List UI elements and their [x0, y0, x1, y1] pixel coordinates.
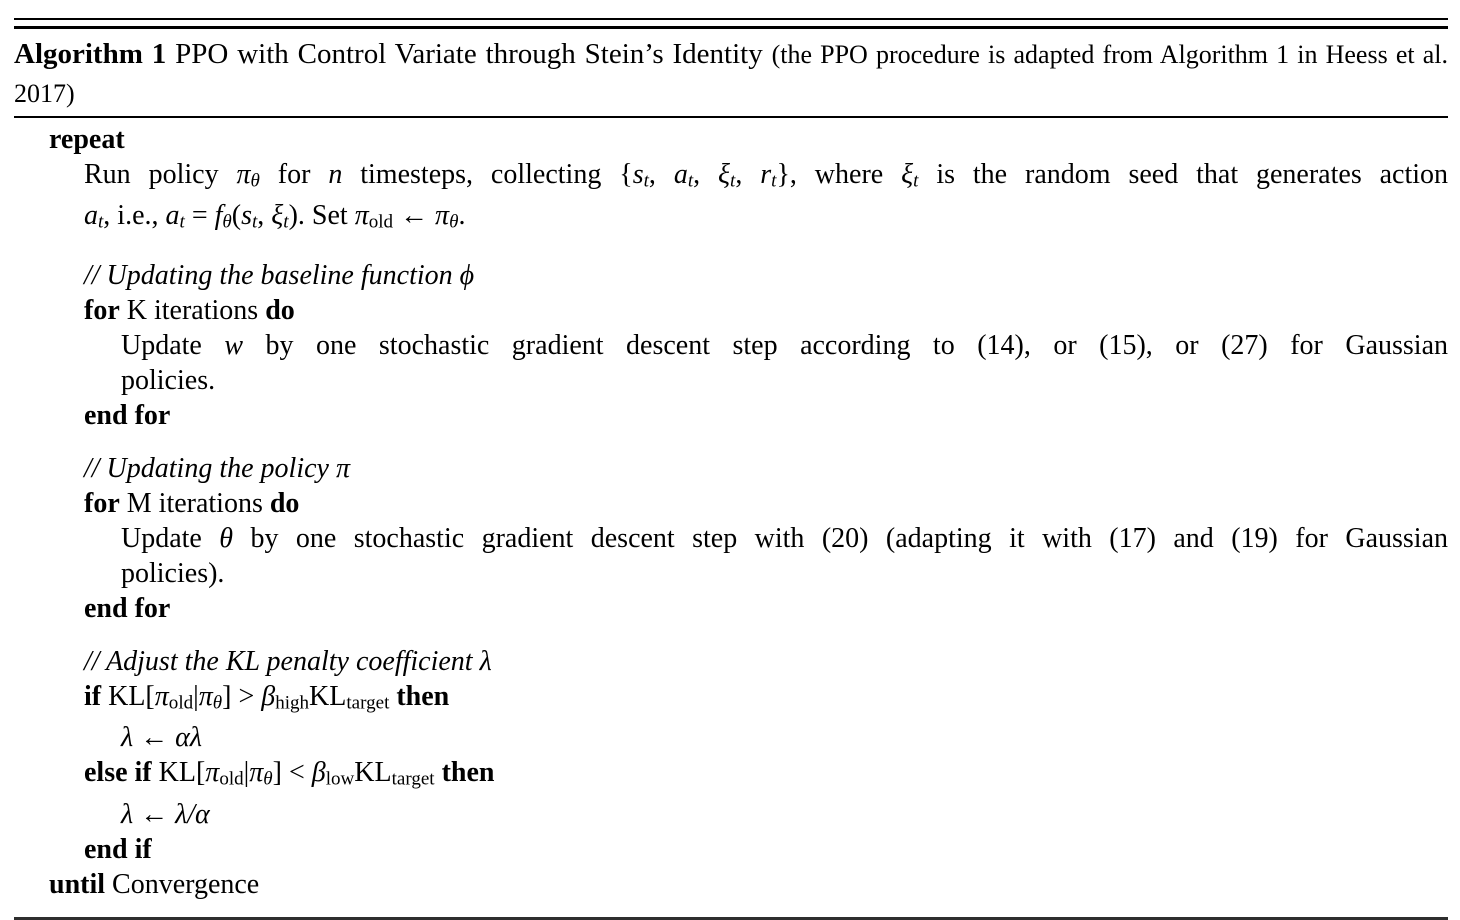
- text-run: ,: [257, 200, 272, 232]
- algorithm-caption: [14, 29, 1448, 116]
- text-run: by one stochastic gradient descent step with (20) (adapting it with (17) and (19) for Gaussian: [233, 522, 1448, 554]
- keyword: end if: [84, 833, 152, 865]
- text-run: π: [236, 159, 251, 190]
- text-run: s: [632, 159, 644, 190]
- algorithm-line-4: [14, 258, 1448, 293]
- text-run: π: [205, 757, 220, 789]
- keyword: do: [269, 487, 300, 519]
- text-run: π: [154, 680, 169, 712]
- algorithm-label: Algorithm 1: [14, 38, 167, 70]
- text-run: π: [435, 200, 450, 232]
- text-run: KL[: [101, 680, 155, 712]
- keyword: for: [84, 487, 120, 519]
- algorithm-line-8: [14, 398, 1448, 433]
- text-run: θ: [222, 211, 232, 233]
- text-run: policies).: [121, 557, 225, 589]
- algorithm-title: PPO with Control Variate through Stein’s Identity: [175, 38, 763, 70]
- text-run: ). Set: [288, 200, 355, 232]
- text-run: t: [283, 211, 289, 233]
- text-run: π: [354, 200, 369, 232]
- algorithm-line-14: [14, 644, 1448, 679]
- text-run: is the random seed that generates action: [918, 159, 1449, 190]
- text-run: target: [346, 692, 390, 714]
- text-run: w: [224, 329, 244, 361]
- text-run: t: [98, 211, 104, 233]
- text-run: ,: [693, 159, 719, 190]
- keyword: if: [84, 680, 102, 712]
- algorithm-line-18: [14, 797, 1448, 832]
- text-run: M iterations: [119, 487, 270, 519]
- text-run: .: [458, 200, 466, 232]
- text-run: ←: [393, 200, 436, 232]
- text-run: θ: [263, 768, 273, 790]
- text-run: t: [730, 170, 736, 192]
- text-run: ←: [133, 798, 176, 830]
- keyword: then: [441, 757, 495, 789]
- algorithm-line-9: [14, 451, 1448, 486]
- algorithm-line-12: [14, 556, 1448, 591]
- text-run: , i.e.,: [103, 200, 166, 232]
- text-run: ] >: [222, 680, 262, 712]
- algorithm-line-15: [14, 679, 1448, 720]
- text-run: |: [243, 757, 250, 789]
- text-run: t: [771, 170, 777, 192]
- keyword: repeat: [49, 124, 125, 155]
- algorithm-line-7: [14, 363, 1448, 398]
- keyword: do: [265, 294, 295, 326]
- text-run: KL[: [151, 757, 206, 789]
- text-run: Update: [121, 329, 225, 361]
- text-run: f: [214, 200, 223, 232]
- algorithm-line-6: [14, 328, 1448, 363]
- text-run: π: [249, 757, 264, 789]
- text-run: λ: [121, 722, 134, 754]
- text-run: θ: [212, 692, 223, 714]
- text-run: policies.: [121, 364, 216, 396]
- algorithm-line-1: [14, 122, 1448, 157]
- keyword: end for: [84, 592, 171, 624]
- text-run: ←: [133, 722, 176, 754]
- text-run: for: [259, 159, 329, 190]
- text-run: [435, 757, 442, 788]
- text-run: a: [165, 200, 180, 232]
- text-run: by one stochastic gradient descent step according to (14), or (15), or (27) for Gaussian: [243, 329, 1448, 361]
- text-run: t: [643, 170, 649, 192]
- text-run: θ: [449, 211, 459, 233]
- text-run: θ: [250, 170, 260, 192]
- text-run: θ: [219, 522, 234, 554]
- keyword: end for: [84, 399, 171, 431]
- bottom-rule: [14, 917, 1448, 920]
- text-run: ξ: [901, 159, 914, 190]
- text-run: }, where: [776, 159, 902, 190]
- text-run: a: [84, 200, 98, 232]
- keyword: until: [49, 868, 106, 900]
- keyword: for: [84, 294, 120, 326]
- algorithm-title-note: (the PPO procedure is adapted from Algorithm 1 in Heess et al. 2017): [14, 40, 1448, 108]
- algorithm-line-19: [14, 832, 1448, 867]
- keyword: then: [396, 680, 450, 712]
- algorithm-line-5: [14, 293, 1448, 328]
- algorithm-line-13: [14, 591, 1448, 626]
- text-run: old: [368, 211, 394, 233]
- text-run: ,: [735, 159, 761, 190]
- algorithm-line-17: [14, 755, 1448, 796]
- text-run: λ/α: [175, 798, 210, 830]
- text-run: β: [261, 680, 276, 712]
- text-run: // Adjust the KL penalty coefficient λ: [84, 645, 492, 677]
- text-run: KL: [309, 680, 347, 712]
- text-run: t: [179, 211, 185, 233]
- text-run: αλ: [175, 722, 202, 754]
- algorithm-line-10: [14, 486, 1448, 521]
- text-run: KL: [354, 757, 392, 789]
- text-run: timesteps, collecting {: [342, 159, 633, 190]
- text-run: n: [328, 159, 343, 190]
- text-run: // Updating the baseline function ϕ: [84, 259, 475, 291]
- algorithm-line-11: [14, 521, 1448, 556]
- text-run: Run policy: [84, 159, 237, 190]
- text-run: r: [760, 159, 772, 190]
- text-run: a: [673, 159, 688, 190]
- text-run: ξ: [718, 159, 731, 190]
- text-run: // Updating the policy π: [84, 452, 350, 484]
- text-run: Update: [121, 522, 220, 554]
- text-run: (: [231, 200, 242, 232]
- algorithm-line-3: [14, 198, 1448, 239]
- text-run: β: [311, 757, 326, 789]
- algorithm-line-20: [14, 867, 1448, 902]
- text-run: K iterations: [119, 294, 266, 326]
- text-run: t: [913, 170, 919, 192]
- text-run: old: [219, 768, 244, 790]
- text-run: ,: [648, 159, 674, 190]
- text-run: low: [325, 768, 355, 790]
- text-run: ξ: [271, 200, 284, 232]
- text-run: t: [251, 211, 258, 233]
- algorithm-body: [14, 118, 1448, 917]
- text-run: t: [687, 170, 694, 192]
- text-run: Convergence: [105, 868, 260, 900]
- algorithm-figure: [14, 18, 1448, 920]
- text-run: s: [241, 200, 252, 232]
- keyword: else if: [84, 757, 152, 789]
- text-run: old: [168, 692, 194, 714]
- text-run: π: [198, 680, 213, 712]
- text-run: |: [193, 680, 199, 712]
- text-run: λ: [121, 798, 134, 830]
- top-rule-thin: [14, 18, 1448, 20]
- text-run: target: [391, 768, 435, 790]
- algorithm-line-16: [14, 720, 1448, 755]
- text-run: ] <: [272, 757, 312, 789]
- text-run: =: [184, 200, 215, 232]
- text-run: high: [275, 692, 310, 714]
- algorithm-line-2: [14, 157, 1448, 198]
